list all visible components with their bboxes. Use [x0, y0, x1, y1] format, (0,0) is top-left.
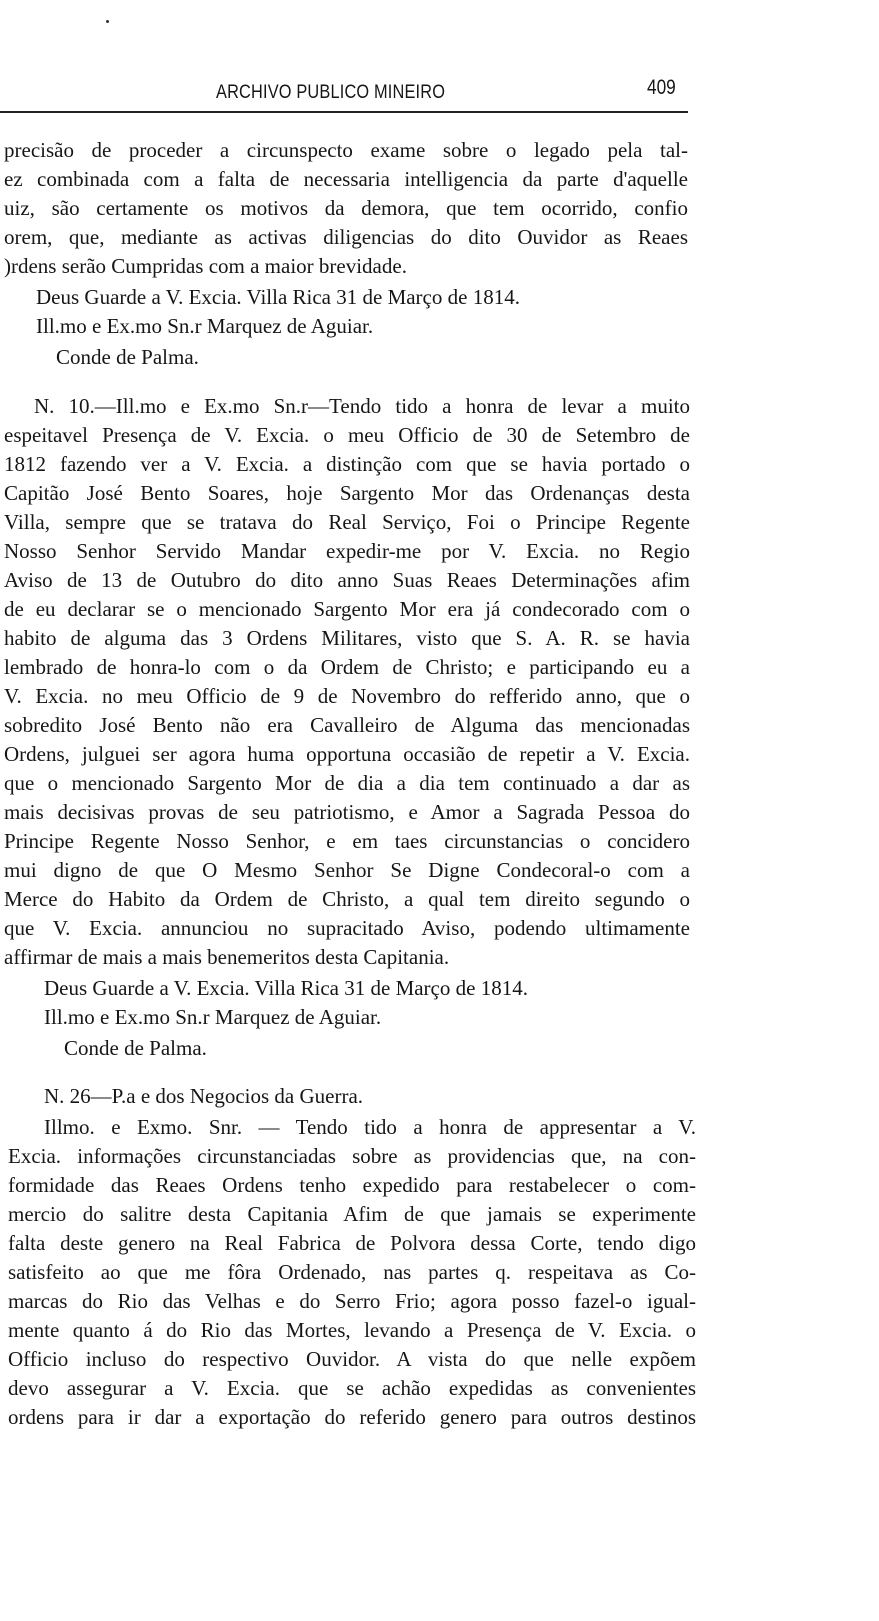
text-line: Ordens, julguei ser agora huma opportuna occasião de repetir a V. Excia.: [4, 742, 690, 766]
text-line: Principe Regente Nosso Senhor, e em taes circunstancias o concidero: [4, 829, 690, 853]
running-title: ARCHIVO PUBLICO MINEIRO: [216, 82, 446, 103]
text-line: N. 10.—Ill.mo e Ex.mo Sn.r—Tendo tido a honra de levar a muito: [34, 394, 690, 418]
text-line: Officio incluso do respectivo Ouvidor. A vista do que nelle expõem: [8, 1347, 696, 1371]
text-line: ez combinada com a falta de necessaria intelligencia da parte d'aquelle: [4, 167, 688, 191]
text-line: uiz, são certamente os motivos da demora, que tem ocorrido, confio: [4, 196, 688, 220]
text-line: ordens para ir dar a exportação do referido genero para outros destinos: [8, 1405, 696, 1429]
text-line: Illmo. e Exmo. Snr. — Tendo tido a honra de appresentar a V.: [44, 1115, 696, 1139]
header-rule: [0, 111, 688, 113]
text-line: formidade das Reaes Ordens tenho expedido para restabelecer o com-: [8, 1173, 696, 1197]
section-heading: N. 26—P.a e dos Negocios da Guerra.: [44, 1084, 364, 1108]
page-number: 409: [647, 76, 676, 99]
text-line: lembrado de honra-lo com o da Ordem de Christo; e participando eu a: [4, 655, 690, 679]
text-line: Nosso Senhor Servido Mandar expedir-me por V. Excia. no Regio: [4, 539, 690, 563]
text-line: Capitão José Bento Soares, hoje Sargento Mor das Ordenanças desta: [4, 481, 690, 505]
text-line: mui digno de que O Mesmo Senhor Se Digne Condecoral-o com a: [4, 858, 690, 882]
signature-line: Conde de Palma.: [64, 1036, 207, 1060]
text-line: mais decisivas provas de seu patriotismo, e Amor a Sagrada Pessoa do: [4, 800, 690, 824]
text-line: habito de alguma das 3 Ordens Militares, visto que S. A. R. se havia: [4, 626, 690, 650]
text-line: affirmar de mais a mais benemeritos desta Capitania.: [4, 945, 450, 969]
text-line: marcas do Rio das Velhas e do Serro Frio; agora posso fazel-o igual-: [8, 1289, 696, 1313]
text-line: precisão de proceder a circunspecto exame sobre o legado pela tal-: [4, 138, 688, 162]
closing-line: Deus Guarde a V. Excia. Villa Rica 31 de Março de 1814.: [36, 285, 520, 309]
text-line: espeitavel Presença de V. Excia. o meu Officio de 30 de Setembro de: [4, 423, 690, 447]
text-line: )rdens serão Cumpridas com a maior brevidade.: [4, 254, 407, 278]
addressee-line: Ill.mo e Ex.mo Sn.r Marquez de Aguiar.: [36, 314, 374, 338]
specks-mark: [106, 20, 109, 23]
text-line: V. Excia. no meu Officio de 9 de Novembro do refferido anno, que o: [4, 684, 690, 708]
text-line: 1812 fazendo ver a V. Excia. a distinção com que se havia portado o: [4, 452, 690, 476]
text-line: sobredito José Bento não era Cavalleiro de Alguma das mencionadas: [4, 713, 690, 737]
text-line: que V. Excia. annunciou no supracitado Aviso, podendo ultimamente: [4, 916, 690, 940]
text-line: falta deste genero na Real Fabrica de Polvora dessa Corte, tendo digo: [8, 1231, 696, 1255]
text-line: mente quanto á do Rio das Mortes, levando a Presença de V. Excia. o: [8, 1318, 696, 1342]
addressee-line: Ill.mo e Ex.mo Sn.r Marquez de Aguiar.: [44, 1005, 382, 1029]
text-line: Merce do Habito da Ordem de Christo, a qual tem direito segundo o: [4, 887, 690, 911]
text-line: devo assegurar a V. Excia. que se achão expedidas as convenientes: [8, 1376, 696, 1400]
text-line: orem, que, mediante as activas diligencias do dito Ouvidor as Reaes: [4, 225, 688, 249]
text-line: satisfeito ao que me fôra Ordenado, nas partes q. respeitava as Co-: [8, 1260, 696, 1284]
signature-line: Conde de Palma.: [56, 345, 199, 369]
text-line: Excia. informações circunstanciadas sobre as providencias que, na con-: [8, 1144, 696, 1168]
text-line: Aviso de 13 de Outubro do dito anno Suas Reaes Determinações afim: [4, 568, 690, 592]
closing-line: Deus Guarde a V. Excia. Villa Rica 31 de Março de 1814.: [44, 976, 528, 1000]
text-line: mercio do salitre desta Capitania Afim de que jamais se experimente: [8, 1202, 696, 1226]
text-line: Villa, sempre que se tratava do Real Serviço, Foi o Principe Regente: [4, 510, 690, 534]
text-line: de eu declarar se o mencionado Sargento Mor era já condecorado com o: [4, 597, 690, 621]
text-line: que o mencionado Sargento Mor de dia a dia tem continuado a dar as: [4, 771, 690, 795]
page-header: [0, 76, 700, 110]
